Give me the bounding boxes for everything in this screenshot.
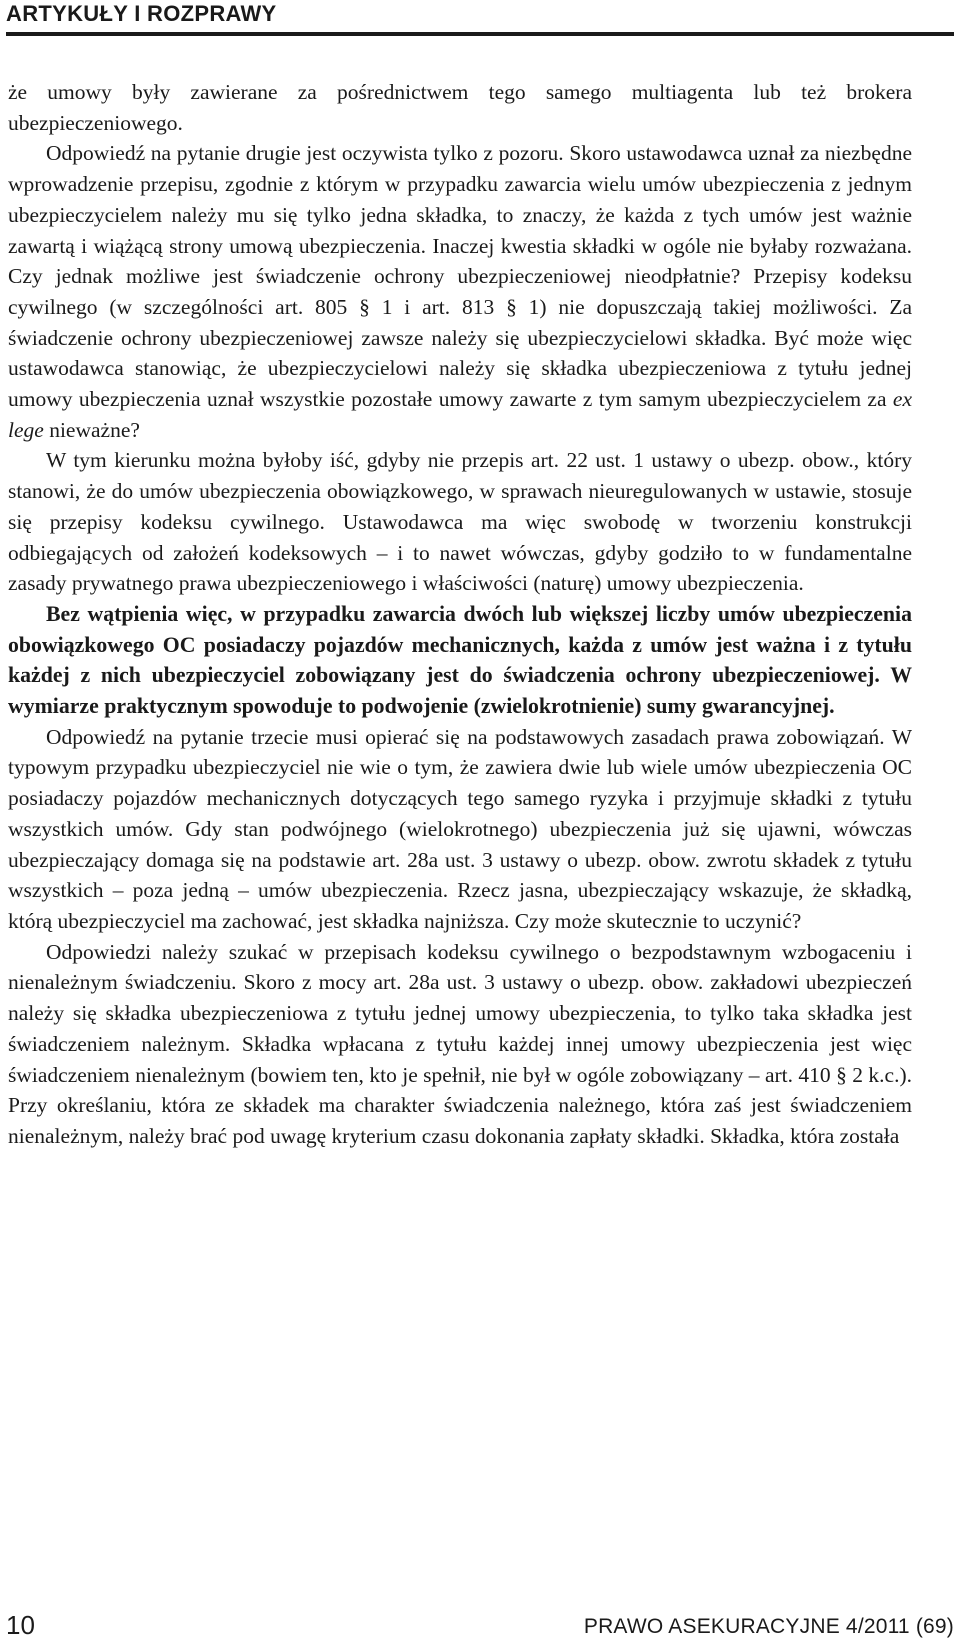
- paragraph-2-tail: nieważne?: [43, 417, 140, 442]
- paragraph-1: że umowy były zawierane za pośrednictwem tego samego multiagenta lub też brokera ubezpieczeniowego.: [8, 80, 912, 135]
- paragraph-2: [8, 138, 912, 445]
- section-title: ARTYKUŁY I ROZPRAWY: [6, 1, 277, 26]
- journal-name: PRAWO ASEKURACYJNE 4/2011 (69): [583, 1615, 954, 1638]
- paragraph-3: W tym kierunku można byłoby iść, gdyby nie przepis art. 22 ust. 1 ustawy o ubezp. obow., który stanowi, że do umów ubezpieczenia obowiązkowego, w sprawach nieuregulowanych w ustawie, stosuje się przepisy kodeksu cywilnego. Ustawodawca ma więc swobodę w tworzeniu konstrukcji odbiegających od założeń kodeksowych – i to nawet wówczas, gdyby godziło to w fundamentalne zasady prywatnego prawa ubezpieczeniowego i właściwości (naturę) umowy ubezpieczenia.: [8, 448, 912, 596]
- page-footer: [6, 1610, 954, 1640]
- article-body: [8, 77, 912, 1152]
- page-header: [6, 0, 954, 36]
- paragraph-4-bold: Bez wątpienia więc, w przypadku zawarcia dwóch lub większej liczby umów ubezpieczenia obowiązkowego OC posiadaczy pojazdów mechanicznych, każda z umów jest ważna i z tytułu każdej z nich ubezpieczyciel zobowiązany jest do świadczenia ochrony ubezpieczeniowej. W wymiarze praktycznym spowoduje to podwojenie (zwielokrotnienie) sumy gwarancyjnej.: [8, 601, 912, 719]
- paragraph-5: Odpowiedź na pytanie trzecie musi opierać się na podstawowych zasadach prawa zobowiązań. W typowym przypadku ubezpieczyciel nie wie o tym, że zawiera dwie lub wiele umów ubezpieczenia OC posiadaczy pojazdów mechanicznych dotyczących tego samego ryzyka i przyjmuje składki z tytułu wszystkich umów. Gdy stan podwójnego (wielokrotnego) ubezpieczenia już się ujawni, wówczas ubezpieczający domaga się na podstawie art. 28a ust. 3 ustawy o ubezp. obow. zwrotu składek z tytułu wszystkich – poza jedną – umów ubezpieczenia. Rzecz jasna, ubezpieczający wskazuje, że składką, którą ubezpieczyciel ma zachować, jest składka najniższa. Czy może skutecznie to uczynić?: [8, 724, 912, 933]
- page-number: 10: [6, 1610, 35, 1640]
- italic-term: ex lege: [8, 387, 912, 442]
- paragraph-2-text: Odpowiedź na pytanie drugie jest oczywista tylko z pozoru. Skoro ustawodawca uznał za niezbędne wprowadzenie przepisu, zgodnie z którym w przypadku zawarcia wielu umów ubezpieczenia z jednym ubezpieczycielem należy mu się tylko jedna składka, to znaczy, że każda z tych umów jest ważnie zawartą i wiążącą strony umową ubezpieczenia. Inaczej kwestia składki w ogóle nie byłaby rozważana. Czy jednak możliwe jest świadczenie ochrony ubezpieczeniowej nieodpłatnie? Przepisy kodeksu cywilnego (w szczególności art. 805 § 1 i art. 813 § 1) nie dopuszczają takiej możliwości. Za świadczenie ochrony ubezpieczeniowej zawsze należy się ubezpieczycielowi składka. Być może więc ustawodawca stanowiąc, że ubezpieczycielowi należy się składka ubezpieczeniowa z tytułu jednej umowy ubezpieczenia uznał wszystkie pozostałe umowy zawarte z tym samym ubezpieczycielem za: [8, 141, 912, 412]
- paragraph-6: Odpowiedzi należy szukać w przepisach kodeksu cywilnego o bezpodstawnym wzbogaceniu i nienależnym świadczeniu. Skoro z mocy art. 28a ust. 3 ustawy o ubezp. obow. zakładowi ubezpieczeń należy się składka ubezpieczeniowa z tytułu jednej umowy ubezpieczenia, to tylko taka składka jest świadczeniem należnym. Składka wpłacana z tytułu każdej innej umowy ubezpieczenia jest więc świadczeniem nienależnym (bowiem ten, kto je spełnił, nie był w ogóle zobowiązany – art. 410 § 2 k.c.). Przy określaniu, która ze składek ma charakter świadczenia należnego, która zaś jest świadczeniem nienależnym, należy brać pod uwagę kryterium czasu dokonania zapłaty składki. Składka, która została: [8, 939, 912, 1148]
